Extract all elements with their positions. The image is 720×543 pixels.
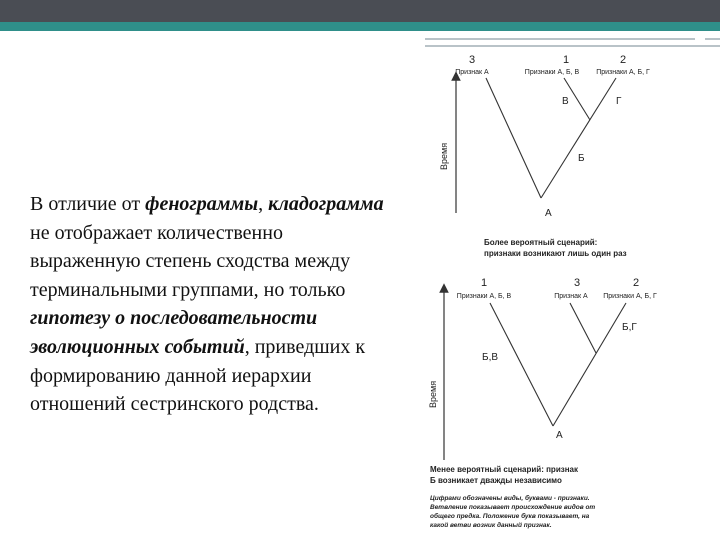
text-part: не отображает количественно выраженную степень сходства между терминальными группами, но только <box>30 221 351 301</box>
node-label: В <box>562 96 569 107</box>
term-hypothesis: гипотезу о последовательности эволюционных событий <box>30 307 318 358</box>
accent-stripe <box>0 22 720 31</box>
footnote-line: общего предка. Положение букв показывает, на <box>430 513 590 520</box>
node-label: Б <box>578 153 585 164</box>
node-label: Б,В <box>482 352 499 363</box>
time-axis-label: Время <box>439 142 449 170</box>
branch <box>570 303 596 353</box>
node-label: Б,Г <box>622 322 637 333</box>
top-banner <box>0 0 720 22</box>
cladogram-panel <box>408 48 668 538</box>
tip-number: 2 <box>619 54 627 66</box>
footnote <box>430 494 595 529</box>
text-part: , <box>258 193 269 215</box>
branch <box>541 78 616 198</box>
cladogram-figure <box>408 48 668 538</box>
caption: Менее вероятный сценарий: признак <box>430 465 578 474</box>
deco-line <box>425 45 720 47</box>
tip-trait: Признак А <box>554 293 588 300</box>
tip-trait: Признаки А, Б, В <box>524 69 580 76</box>
tip-number: 3 <box>468 54 476 66</box>
body-text <box>30 190 390 419</box>
footnote-line: какой ветви возник данный признак. <box>430 522 552 529</box>
tip-trait: Признаки А, Б, Г <box>603 293 657 300</box>
node-label: А <box>545 208 552 219</box>
term-cladogram: кладограмма <box>268 193 384 215</box>
caption: Более вероятный сценарий: <box>484 238 598 247</box>
caption: признаки возникают лишь один раз <box>484 249 627 258</box>
node-label: Г <box>616 96 622 107</box>
term-phenogram: фенограммы <box>145 193 259 215</box>
text-part: В отличие от <box>30 193 146 215</box>
tip-trait: Признаки А, Б, В <box>456 293 512 300</box>
branch <box>486 78 541 198</box>
deco-line <box>705 38 720 40</box>
deco-line <box>425 38 695 40</box>
bottom-cladogram <box>428 277 657 485</box>
footnote-line: Цифрами обозначены виды, буквами - признаки. <box>430 495 590 502</box>
branch <box>553 303 626 426</box>
caption: Б возникает дважды независимо <box>430 476 562 485</box>
tip-number: 3 <box>573 277 581 289</box>
top-cladogram <box>439 54 650 258</box>
node-label: А <box>556 430 563 441</box>
time-axis-label: Время <box>428 380 438 408</box>
text-part: , приведших к формированию данной иерархии отношений сестринского родства. <box>30 335 366 416</box>
tip-number: 1 <box>480 277 488 289</box>
tip-number: 1 <box>562 54 570 66</box>
branch <box>490 303 553 426</box>
footnote-line: Ветвление показывает происхождение видов от <box>430 504 596 511</box>
tip-number: 2 <box>632 277 640 289</box>
tip-trait: Признак А <box>455 69 489 76</box>
tip-trait: Признаки А, Б, Г <box>596 69 650 76</box>
